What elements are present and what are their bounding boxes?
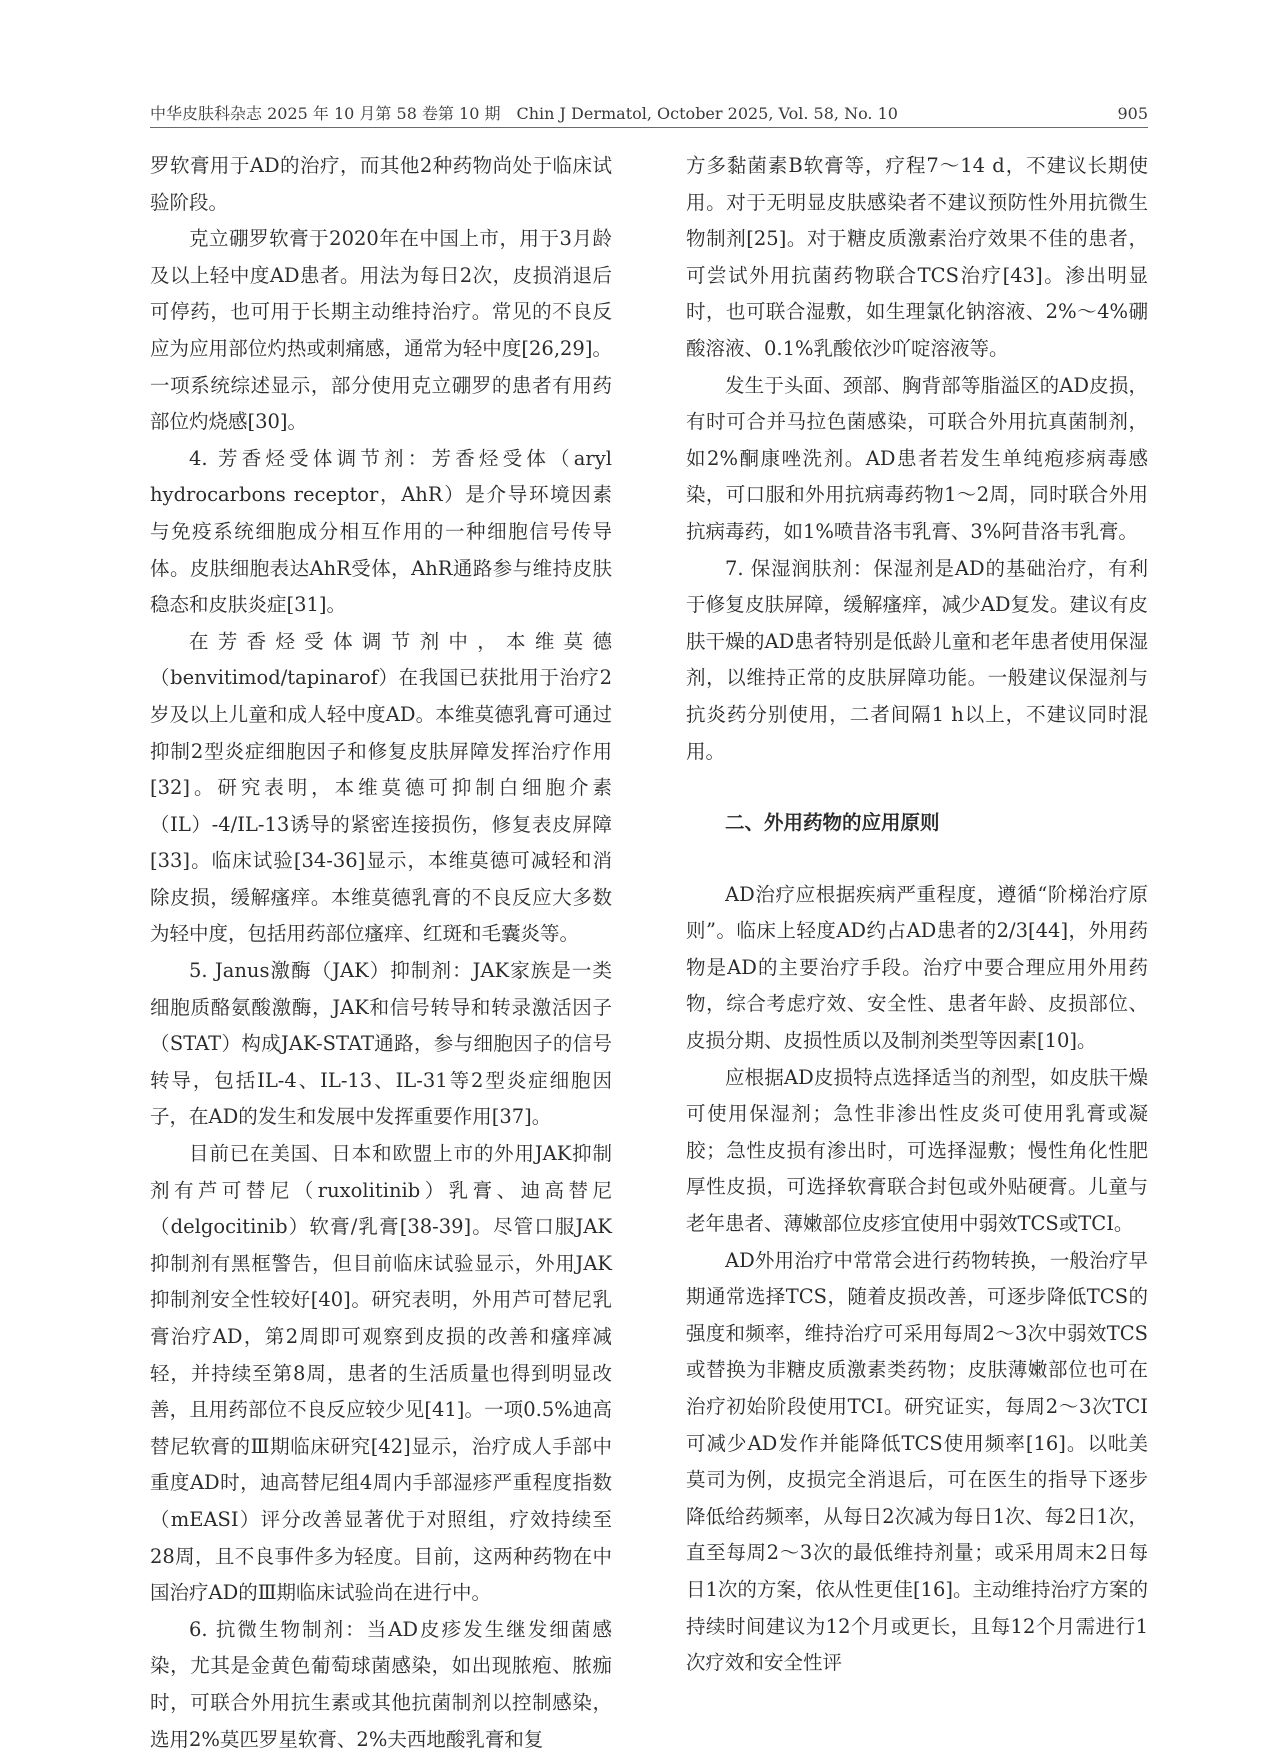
journal-citation: 中华皮肤科杂志 2025 年 10 月第 58 卷第 10 期 Chin J Dermatol, October 2025, Vol. 58, No. 10: [150, 104, 898, 123]
right-column: [686, 148, 1148, 1682]
paragraph: 方多黏菌素B软膏等，疗程7～14 d，不建议长期使用。对于无明显皮肤感染者不建议预防性外用抗微生物制剂[25]。对于糖皮质激素治疗效果不佳的患者，可尝试外用抗菌药物联合TCS治疗[43]。渗出明显时，也可联合湿敷，如生理氯化钠溶液、2%～4%硼酸溶液、0.1%乳酸依沙吖啶溶液等。: [686, 154, 1148, 360]
paragraph: 在芳香烃受体调节剂中，本维莫德（benvitimod/tapinarof）在我国已获批用于治疗2岁及以上儿童和成人轻中度AD。本维莫德乳膏可通过抑制2型炎症细胞因子和修复皮肤屏障发挥治疗作用[32]。研究表明，本维莫德可抑制白细胞介素（IL）-4/IL-13诱导的紧密连接损伤，修复表皮屏障[33]。临床试验[34-36]显示，本维莫德可减轻和消除皮损，缓解瘙痒。本维莫德乳膏的不良反应大多数为轻中度，包括用药部位瘙痒、红斑和毛囊炎等。: [150, 629, 612, 946]
paragraph: AD治疗应根据疾病严重程度，遵循“阶梯治疗原则”。临床上轻度AD约占AD患者的2/3[44]，外用药物是AD的主要治疗手段。治疗中要合理应用外用药物，综合考虑疗效、安全性、患者年龄、皮损部位、皮损分期、皮损性质以及制剂类型等因素[10]。: [686, 882, 1148, 1053]
paragraph: 7. 保湿润肤剂：保湿剂是AD的基础治疗，有利于修复皮肤屏障，缓解瘙痒，减少AD复发。建议有皮肤干燥的AD患者特别是低龄儿童和老年患者使用保湿剂，以维持正常的皮肤屏障功能。一般建议保湿剂与抗炎药分别使用，二者间隔1 h以上，不建议同时混用。: [686, 556, 1148, 763]
paragraph: 5. Janus激酶（JAK）抑制剂：JAK家族是一类细胞质酪氨酸激酶，JAK和信号转导和转录激活因子（STAT）构成JAK-STAT通路，参与细胞因子的信号转导，包括IL-4、IL-13、IL-31等2型炎症细胞因子，在AD的发生和发展中发挥重要作用[37]。: [150, 959, 612, 1129]
paragraph: AD外用治疗中常常会进行药物转换，一般治疗早期通常选择TCS，随着皮损改善，可逐步降低TCS的强度和频率，维持治疗可采用每周2～3次中弱效TCS或替换为非糖皮质激素类药物；皮肤薄嫩部位也可在治疗初始阶段使用TCI。研究证实，每周2～3次TCI可减少AD发作并能降低TCS使用频率[16]。以吡美莫司为例，皮损完全消退后，可在医生的指导下逐步降低给药频率，从每日2次减为每日1次、每2日1次，直至每周2～3次的最低维持剂量；或采用周末2日每日1次的方案，依从性更佳[16]。主动维持治疗方案的持续时间建议为12个月或更长，且每12个月需进行1次疗效和安全性评: [686, 1248, 1148, 1675]
paragraph: 目前已在美国、日本和欧盟上市的外用JAK抑制剂有芦可替尼（ruxolitinib）乳膏、迪高替尼（delgocitinib）软膏/乳膏[38-39]。尽管口服JAK抑制剂有黑框警告，但目前临床试验显示，外用JAK抑制剂安全性较好[40]。研究表明，外用芦可替尼乳膏治疗AD，第2周即可观察到皮损的改善和瘙痒减轻，并持续至第8周，患者的生活质量也得到明显改善，且用药部位不良反应较少见[41]。一项0.5%迪高替尼软膏的Ⅲ期临床研究[42]显示，治疗成人手部中重度AD时，迪高替尼组4周内手部湿疹严重程度指数（mEASI）评分改善显著优于对照组，疗效持续至28周，且不良事件多为轻度。目前，这两种药物在中国治疗AD的Ⅲ期临床试验尚在进行中。: [150, 1142, 612, 1605]
header-rule: [150, 127, 1148, 128]
paragraph: 发生于头面、颈部、胸背部等脂溢区的AD皮损，有时可合并马拉色菌感染，可联合外用抗真菌制剂，如2%酮康唑洗剂。AD患者若发生单纯疱疹病毒感染，可口服和外用抗病毒药物1～2周，同时联合外用抗病毒药，如1%喷昔洛韦乳膏、3%阿昔洛韦乳膏。: [686, 373, 1148, 543]
paragraph: 克立硼罗软膏于2020年在中国上市，用于3月龄及以上轻中度AD患者。用法为每日2次，皮损消退后可停药，也可用于长期主动维持治疗。常见的不良反应为应用部位灼热或刺痛感，通常为轻中度[26,29]。一项系统综述显示，部分使用克立硼罗的患者有用药部位灼烧感[30]。: [150, 227, 612, 434]
paragraph: 6. 抗微生物制剂：当AD皮疹发生继发细菌感染，尤其是金黄色葡萄球菌感染，如出现脓疱、脓痂时，可联合外用抗生素或其他抗菌制剂以控制感染，选用2%莫匹罗星软膏、2%夫西地酸乳膏和复: [150, 1617, 612, 1751]
running-header: [150, 101, 1148, 124]
page-number: 905: [1117, 104, 1148, 123]
paragraph: 罗软膏用于AD的治疗，而其他2种药物尚处于临床试验阶段。: [150, 154, 612, 214]
paragraph: 应根据AD皮损特点选择适当的剂型，如皮肤干燥可使用保湿剂；急性非渗出性皮炎可使用乳膏或凝胶；急性皮损有渗出时，可选择湿敷；慢性角化性肥厚性皮损，可选择软膏联合封包或外贴硬膏。儿童与老年患者、薄嫩部位皮疹宜使用中弱效TCS或TCI。: [686, 1065, 1148, 1236]
paragraph: 4. 芳香烃受体调节剂：芳香烃受体（aryl hydrocarbons receptor，AhR）是介导环境因素与免疫系统细胞成分相互作用的一种细胞信号传导体。皮肤细胞表达AhR受体，AhR通路参与维持皮肤稳态和皮肤炎症[31]。: [150, 446, 612, 617]
section-heading: 二、外用药物的应用原则: [725, 811, 940, 835]
left-column: [150, 148, 612, 1758]
